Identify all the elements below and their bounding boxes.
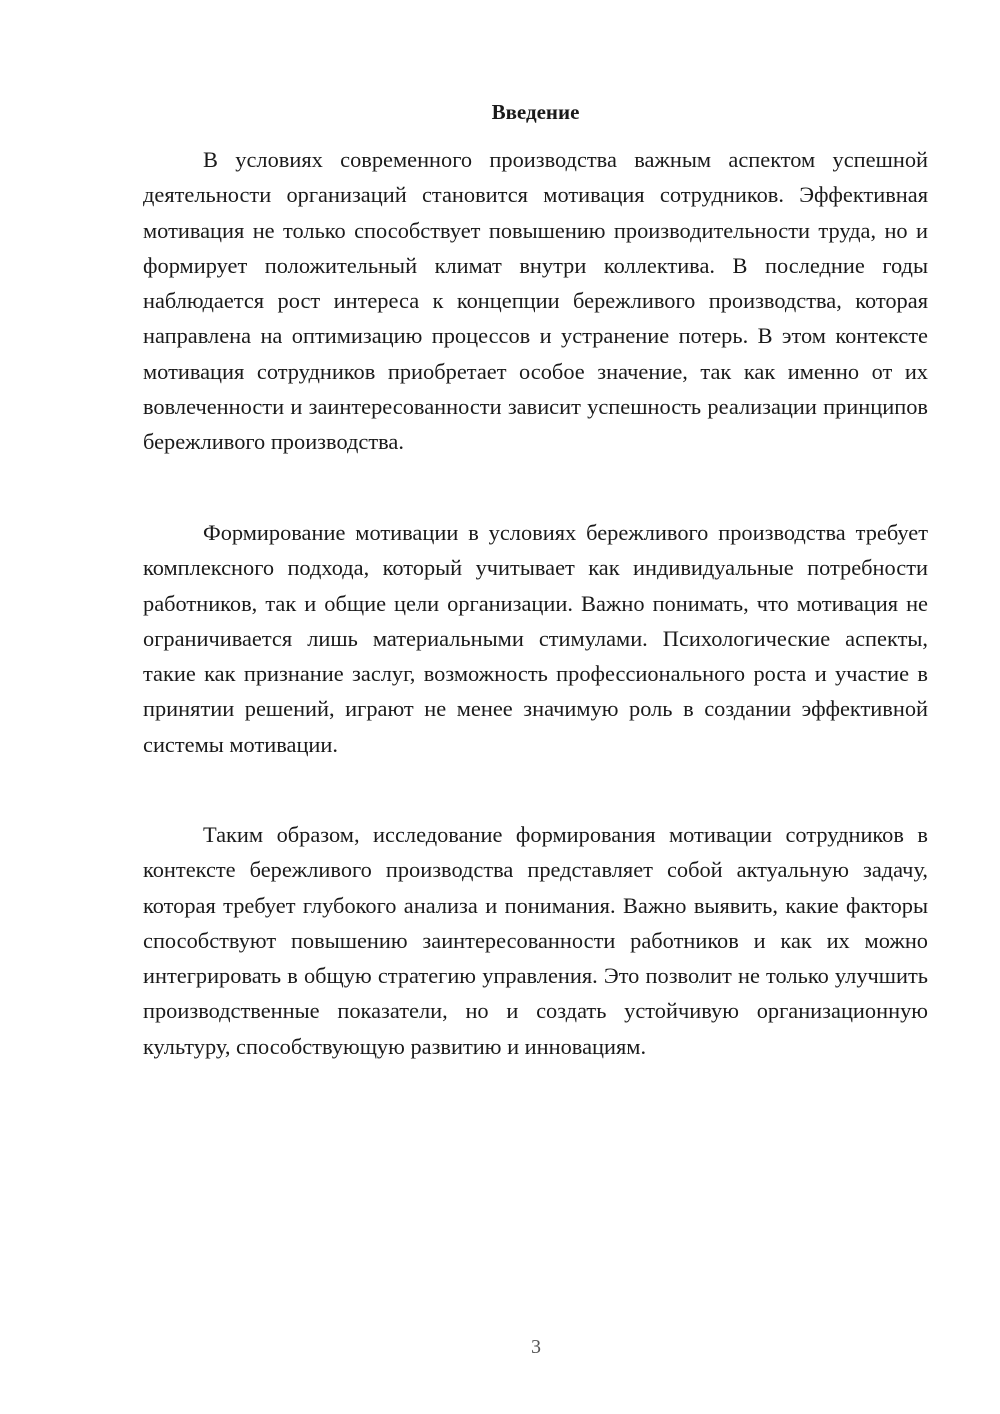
paragraph-2: Формирование мотивации в условиях бережливого производства требует комплексного подхода, который учитывает как индивидуальные потребности работников, так и общие цели организации. Важно понимать, что мотивация не ограничивается лишь материальными стимулами. Психологические аспекты, такие как признание заслуг, возможность профессионального роста и участие в принятии решений, играют не менее значимую роль в создании эффективной системы мотивации.	[143, 520, 928, 757]
paragraph-1: В условиях современного производства важным аспектом успешной деятельности организаций становится мотивация сотрудников. Эффективная мотивация не только способствует повышению производительности труда, но и формирует положительный климат внутри коллектива. В последние годы наблюдается рост интереса к концепции бережливого производства, которая направлена на оптимизацию процессов и устранение потерь. В этом контексте мотивация сотрудников приобретает особое значение, так как именно от их вовлеченности и заинтересованности зависит успешность реализации принципов бережливого производства.	[143, 147, 928, 455]
page-title: Введение	[491, 100, 580, 124]
paragraph-3: Таким образом, исследование формирования мотивации сотрудников в контексте бережливого производства представляет собой актуальную задачу, которая требует глубокого анализа и понимания. Важно выявить, какие факторы способствуют повышению заинтересованности работников и как их можно интегрировать в общую стратегию управления. Это позволит не только улучшить производственные показатели, но и создать устойчивую организационную культуру, способствующую развитию и инновациям.	[143, 822, 928, 1059]
page-number: 3	[531, 1336, 541, 1358]
